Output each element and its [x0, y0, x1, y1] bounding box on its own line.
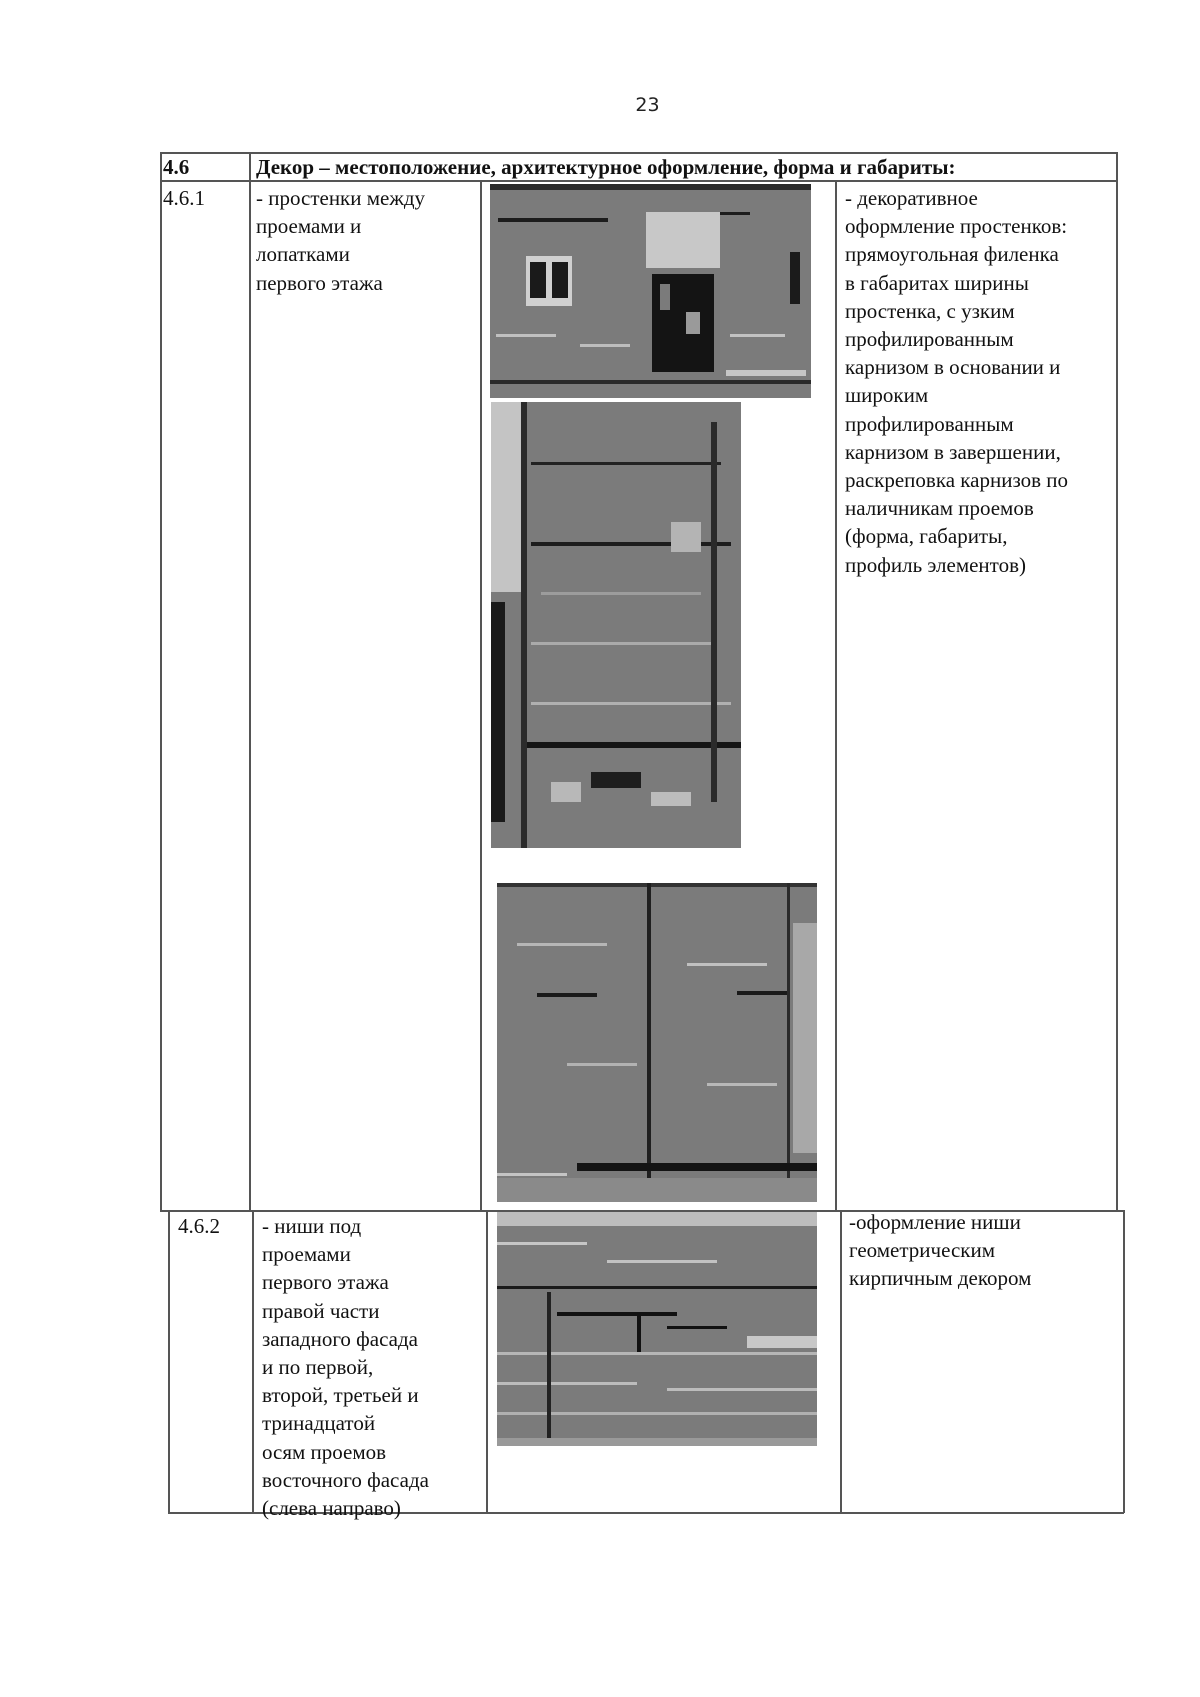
- table-number-col-divider-lower: [252, 1210, 254, 1513]
- brick-niche-photo: [497, 1212, 817, 1446]
- table-photo-col-left-lower: [486, 1210, 488, 1513]
- table-left-border-upper: [160, 152, 162, 1211]
- table-photo-col-right-lower: [840, 1210, 842, 1513]
- table-photo-col-left-upper: [480, 180, 482, 1211]
- pilaster-photo: [491, 402, 741, 848]
- table-right-border-lower: [1123, 1210, 1125, 1513]
- row-number: 4.6.2: [178, 1214, 220, 1238]
- table-border-top: [160, 152, 1117, 154]
- page-number: 23: [635, 94, 660, 116]
- table-left-border-lower: [168, 1210, 170, 1513]
- facade-window-door-photo: [490, 184, 811, 398]
- table-number-col-divider-upper: [249, 152, 251, 1211]
- table-photo-col-right-upper: [835, 180, 837, 1211]
- row-item-text: - ниши под проемами первого этажа правой части западного фасада и по первой, второй, третьей и тринадцатой осям проемов восточного фасада (слева направо): [262, 1214, 429, 1521]
- section-number: 4.6: [163, 155, 190, 179]
- row-description-text: - декоративное оформление простенков: прямоугольная филенка в габаритах ширины простенка, с узким профилированным карнизом в основании и широким профилированным карнизом в завершении, раскреповка карнизов по наличникам проемов (форма, габариты, профиль элементов): [845, 186, 1069, 577]
- wall-panel-photo: [497, 883, 817, 1202]
- section-title: Декор – местоположение, архитектурное оформление, форма и габариты:: [256, 155, 956, 179]
- table-header-divider: [160, 180, 1117, 182]
- table-right-border-upper: [1116, 152, 1118, 1211]
- row-item-text: - простенки между проемами и лопатками первого этажа: [256, 186, 426, 295]
- row-description-text: -оформление ниши геометрическим кирпичным декором: [849, 1210, 1032, 1291]
- row-number: 4.6.1: [163, 186, 205, 210]
